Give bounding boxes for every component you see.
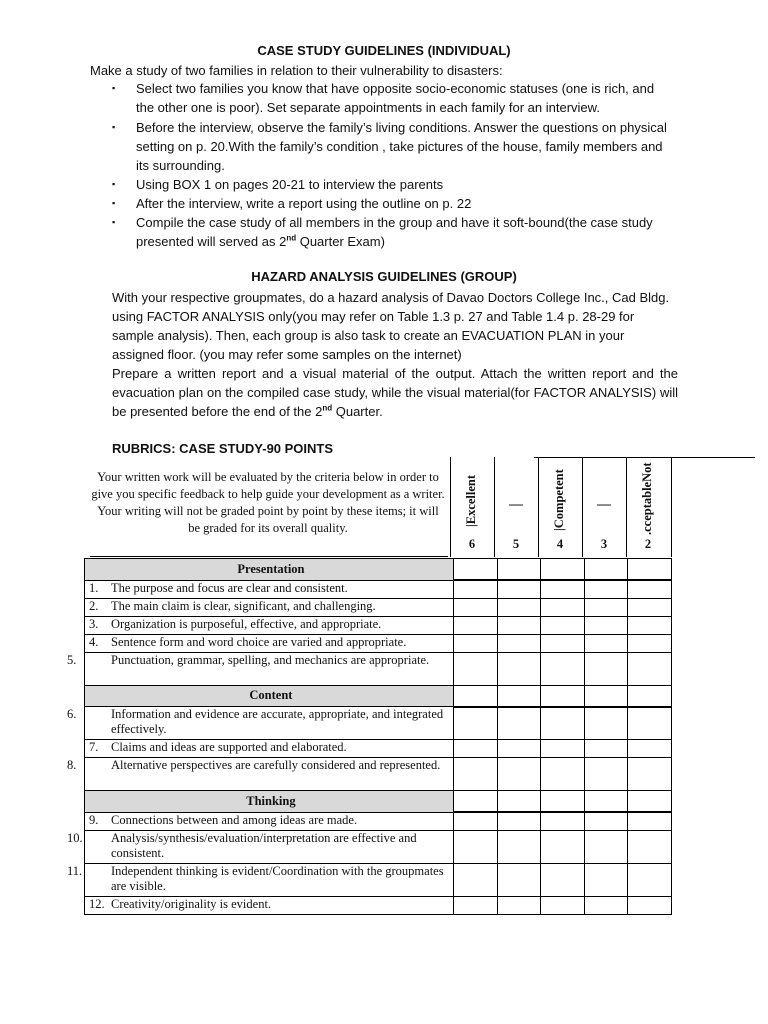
column-score: 3 xyxy=(600,537,608,551)
score-cell[interactable] xyxy=(497,812,541,830)
score-cell xyxy=(628,791,672,813)
hazard-title: HAZARD ANALYSIS GUIDELINES (GROUP) xyxy=(251,269,517,284)
score-cell[interactable] xyxy=(497,896,541,914)
score-cell[interactable] xyxy=(541,740,585,758)
score-cell[interactable] xyxy=(628,896,672,914)
section-row-presentation xyxy=(85,559,672,581)
table-row xyxy=(85,758,672,791)
column-label-not-acceptable: .cceptableNot xyxy=(640,462,654,535)
criterion-number: 3. xyxy=(89,616,99,631)
column-score: 2 xyxy=(644,537,652,551)
score-cell[interactable] xyxy=(541,830,585,863)
criterion xyxy=(67,758,454,791)
score-cell[interactable] xyxy=(541,863,585,896)
score-cell[interactable] xyxy=(628,758,672,791)
bullet-icon: ▪ xyxy=(112,217,116,227)
table-row xyxy=(85,634,672,652)
score-cell[interactable] xyxy=(453,652,497,685)
criterion xyxy=(67,830,454,863)
criterion xyxy=(85,812,454,830)
criterion xyxy=(85,896,454,914)
score-cell xyxy=(453,559,497,581)
score-cell[interactable] xyxy=(584,896,628,914)
criterion-number: 9. xyxy=(89,812,99,827)
score-cell[interactable] xyxy=(453,896,497,914)
score-cell[interactable] xyxy=(541,580,585,598)
score-cell[interactable] xyxy=(453,707,497,740)
score-cell xyxy=(584,791,628,813)
score-cell[interactable] xyxy=(628,634,672,652)
criterion xyxy=(67,863,454,896)
rubric-table xyxy=(67,457,672,928)
score-cell[interactable] xyxy=(584,830,628,863)
score-cell[interactable] xyxy=(584,652,628,685)
score-cell xyxy=(584,559,628,581)
criterion-number: 4. xyxy=(89,634,99,649)
criterion xyxy=(85,580,454,598)
list-item xyxy=(112,213,672,251)
score-cell[interactable] xyxy=(453,863,497,896)
criterion-text: Sentence form and word choice are varied and appropriate. xyxy=(111,634,407,649)
score-cell xyxy=(541,559,585,581)
score-cell[interactable] xyxy=(453,634,497,652)
score-cell[interactable] xyxy=(497,830,541,863)
criterion xyxy=(85,634,454,652)
score-cell[interactable] xyxy=(453,812,497,830)
score-cell[interactable] xyxy=(453,598,497,616)
score-cell[interactable] xyxy=(497,758,541,791)
rubrics-heading: RUBRICS: CASE STUDY-90 POINTS xyxy=(112,441,334,456)
criterion xyxy=(85,598,454,616)
bullet-text: Using BOX 1 on pages 20-21 to interview the parents xyxy=(136,177,444,192)
section-row-thinking xyxy=(85,791,672,813)
score-cell xyxy=(497,685,541,707)
header-top-border xyxy=(534,457,755,458)
score-cell[interactable] xyxy=(497,740,541,758)
score-cell[interactable] xyxy=(453,616,497,634)
column-label-5: — xyxy=(509,497,523,512)
score-cell[interactable] xyxy=(628,740,672,758)
section-title: Presentation xyxy=(85,559,454,581)
case-study-title: CASE STUDY GUIDELINES (INDIVIDUAL) xyxy=(257,43,511,58)
bullet-text: Before the interview, observe the family’s living conditions. Answer the questions on physical setting on p. 20.With the family’s condition , take pictures of the house, family members and its surrounding. xyxy=(136,120,667,173)
score-cell[interactable] xyxy=(584,707,628,740)
criterion-text: Analysis/synthesis/evaluation/interpretation are effective and consistent. xyxy=(111,830,417,860)
criterion-text: Creativity/originality is evident. xyxy=(111,896,272,911)
criterion-number: 11. xyxy=(67,863,83,878)
score-cell[interactable] xyxy=(584,580,628,598)
column-label-excellent: |Excellent xyxy=(464,474,478,527)
criterion-number: 10. xyxy=(67,830,83,845)
score-cell[interactable] xyxy=(497,580,541,598)
superscript: nd xyxy=(286,233,297,243)
criterion xyxy=(67,707,454,740)
list-item xyxy=(112,175,672,194)
criterion-number: 12. xyxy=(89,896,105,911)
bullet-text-end: Quarter Exam) xyxy=(296,234,385,249)
score-cell[interactable] xyxy=(497,598,541,616)
criterion-text: The purpose and focus are clear and consistent. xyxy=(111,580,348,595)
criterion-text: Punctuation, grammar, spelling, and mechanics are appropriate. xyxy=(111,652,430,667)
criterion-text: Claims and ideas are supported and elaborated. xyxy=(111,740,347,754)
score-cell[interactable] xyxy=(584,598,628,616)
section-title: Content xyxy=(85,685,454,707)
list-item xyxy=(112,79,672,117)
criterion-number: 8. xyxy=(67,758,77,772)
score-cell[interactable] xyxy=(584,863,628,896)
score-cell xyxy=(584,685,628,707)
criterion-text: The main claim is clear, significant, and challenging. xyxy=(111,598,376,613)
criterion xyxy=(85,616,454,634)
score-cell xyxy=(453,685,497,707)
score-cell[interactable] xyxy=(541,812,585,830)
hazard-paragraph-2-text: Prepare a written report and a visual material of the output. Attach the written report and the evacuation plan on the compiled case study, while the visual material(for FACTOR ANALYSIS) will be presented before the end of the 2 xyxy=(112,366,678,419)
score-cell[interactable] xyxy=(497,634,541,652)
criterion-text: Organization is purposeful, effective, and appropriate. xyxy=(111,616,382,631)
column-score: 4 xyxy=(556,537,564,551)
bullet-icon: ▪ xyxy=(112,179,116,189)
criterion-text: Connections between and among ideas are made. xyxy=(111,812,358,827)
score-cell[interactable] xyxy=(628,863,672,896)
score-cell[interactable] xyxy=(453,580,497,598)
score-cell[interactable] xyxy=(584,812,628,830)
score-cell[interactable] xyxy=(584,634,628,652)
table-row xyxy=(85,652,672,685)
criterion-number: 5. xyxy=(67,652,77,667)
header-divider xyxy=(671,457,672,557)
column-label-3: — xyxy=(597,497,611,512)
bullet-icon: ▪ xyxy=(112,122,116,132)
table-row xyxy=(85,863,672,896)
criterion-text: Independent thinking is evident/Coordination with the groupmates are visible. xyxy=(111,863,444,893)
table-row xyxy=(85,580,672,598)
score-cell[interactable] xyxy=(541,758,585,791)
score-cell xyxy=(453,791,497,813)
score-cell[interactable] xyxy=(497,707,541,740)
hazard-paragraph-2 xyxy=(112,364,678,421)
score-cell xyxy=(541,685,585,707)
hazard-paragraph-2-end: Quarter. xyxy=(332,404,383,419)
case-study-bullets xyxy=(112,79,672,251)
score-cell[interactable] xyxy=(541,652,585,685)
section-title: Thinking xyxy=(85,791,454,813)
score-cell[interactable] xyxy=(584,740,628,758)
score-cell[interactable] xyxy=(628,580,672,598)
table-row xyxy=(85,896,672,914)
criterion xyxy=(67,652,454,685)
score-cell[interactable] xyxy=(628,812,672,830)
score-cell[interactable] xyxy=(453,740,497,758)
list-item xyxy=(112,118,672,175)
score-cell[interactable] xyxy=(628,616,672,634)
table-row xyxy=(85,616,672,634)
score-cell[interactable] xyxy=(497,863,541,896)
section-row-content xyxy=(85,685,672,707)
column-label-competent: |Competent xyxy=(552,469,566,531)
bullet-icon: ▪ xyxy=(112,198,116,208)
table-row xyxy=(85,812,672,830)
criterion xyxy=(85,740,454,758)
score-cell[interactable] xyxy=(584,758,628,791)
table-row xyxy=(85,740,672,758)
score-cell[interactable] xyxy=(497,616,541,634)
score-cell[interactable] xyxy=(541,634,585,652)
score-cell[interactable] xyxy=(584,616,628,634)
score-cell xyxy=(628,685,672,707)
bullet-text: After the interview, write a report using the outline on p. 22 xyxy=(136,196,472,211)
list-item xyxy=(112,194,672,213)
criterion-number: 6. xyxy=(67,707,77,721)
case-study-intro: Make a study of two families in relation to their vulnerability to disasters: xyxy=(90,63,503,78)
score-cell[interactable] xyxy=(453,758,497,791)
rubric-grid xyxy=(67,558,672,915)
score-cell xyxy=(541,791,585,813)
score-cell[interactable] xyxy=(453,830,497,863)
score-cell[interactable] xyxy=(628,652,672,685)
criterion-number: 1. xyxy=(89,580,99,595)
score-cell[interactable] xyxy=(541,707,585,740)
criterion-text: Alternative perspectives are carefully considered and represented. xyxy=(111,758,441,772)
rubrics-intro: Your written work will be evaluated by the criteria below in order to give you specific feedback to help guide your development as a writer. Your writing will not be graded point by point by these items; it will be graded for its overall quality. xyxy=(91,470,445,535)
criterion-number: 2. xyxy=(89,598,99,613)
table-row xyxy=(85,707,672,740)
bullet-text: Select two families you know that have opposite socio-economic statuses (one is rich, and the other one is poor). Set separate appointments in each family for an interview. xyxy=(136,81,655,115)
score-cell xyxy=(497,791,541,813)
score-cell xyxy=(497,559,541,581)
table-row xyxy=(85,830,672,863)
criterion-text: Information and evidence are accurate, appropriate, and integrated effectively. xyxy=(111,707,444,736)
score-cell[interactable] xyxy=(628,707,672,740)
bullet-text: Compile the case study of all members in the group and have it soft-bound(the case study presented will served as 2 xyxy=(136,215,653,249)
hazard-paragraph-1: With your respective groupmates, do a hazard analysis of Davao Doctors College Inc., Cad Bldg. using FACTOR ANALYSIS only(you may refer on Table 1.3 p. 27 and Table 1.4 p. 28-29 for sample analysis). Then, each group is also task to create an EVACUATION PLAN in your assigned floor. (you may refer some samples on the internet) xyxy=(112,290,670,362)
score-cell[interactable] xyxy=(497,652,541,685)
score-cell[interactable] xyxy=(541,598,585,616)
score-cell[interactable] xyxy=(541,896,585,914)
column-score: 5 xyxy=(512,537,520,551)
score-cell[interactable] xyxy=(628,598,672,616)
column-score: 6 xyxy=(468,537,476,551)
table-row xyxy=(85,598,672,616)
score-cell[interactable] xyxy=(541,616,585,634)
score-cell xyxy=(628,559,672,581)
criterion-number: 7. xyxy=(89,740,99,754)
superscript: nd xyxy=(322,403,333,413)
score-cell[interactable] xyxy=(628,830,672,863)
bullet-icon: ▪ xyxy=(112,83,116,93)
